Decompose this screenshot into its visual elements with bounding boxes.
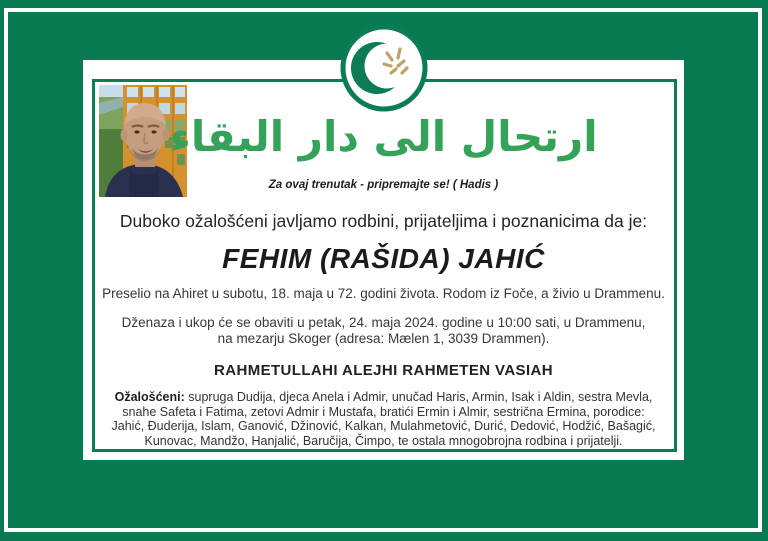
mourners-text: supruga Dudija, djeca Anela i Admir, unučad Haris, Armin, Isak i Aldin, sestra Mevla, snahe Safeta i Fatima, zetovi Admir i Mustafa, bratići Ermin i Almir, sestrična Ermina, porodice: Jahić, Đuderija, Islam, Ganović, Džinović, Kalkan, Mulahmetović, Durić, Dedović, Hodžić, Bašagić, Kunovac, Mandžo, Hanjalić, Baručija, Čimpo, te ostala mnogobrojna rodbina i prijatelji. — [111, 390, 656, 448]
funeral-line-1: Dženaza i ukop će se obaviti u petak, 24. maja 2024. godine u 10:00 sati, u Drammenu, — [121, 315, 646, 330]
hadith-caption: Za ovaj trenutak - pripremajte se! ( Hadis ) — [268, 179, 499, 191]
announcement-intro: Duboko ožalošćeni javljamo rodbini, prijateljima i poznanicima da je: — [119, 211, 648, 231]
funeral-line-2: na mezarju Skoger (adresa: Mælen 1, 3039 Drammen). — [217, 331, 550, 346]
crescent-star-logo — [340, 24, 428, 112]
crescent-star-icon — [340, 24, 428, 112]
funeral-details — [83, 315, 684, 347]
arabic-calligraphy: ارتحال الى دار البقاء — [169, 112, 598, 161]
passing-details: Preselio na Ahiret u subotu, 18. maja u 72. godini života. Rodom iz Foče, a živio u Drammenu. — [102, 286, 665, 301]
obituary-card — [83, 60, 684, 460]
mourners-label: Ožalošćeni: — [114, 390, 185, 404]
prayer-line: RAHMETULLAHI ALEJHI RAHMETEN VASIAH — [214, 362, 553, 379]
deceased-name: FEHIM (RAŠIDA) JAHIĆ — [222, 243, 545, 274]
mourners-paragraph — [83, 390, 684, 448]
